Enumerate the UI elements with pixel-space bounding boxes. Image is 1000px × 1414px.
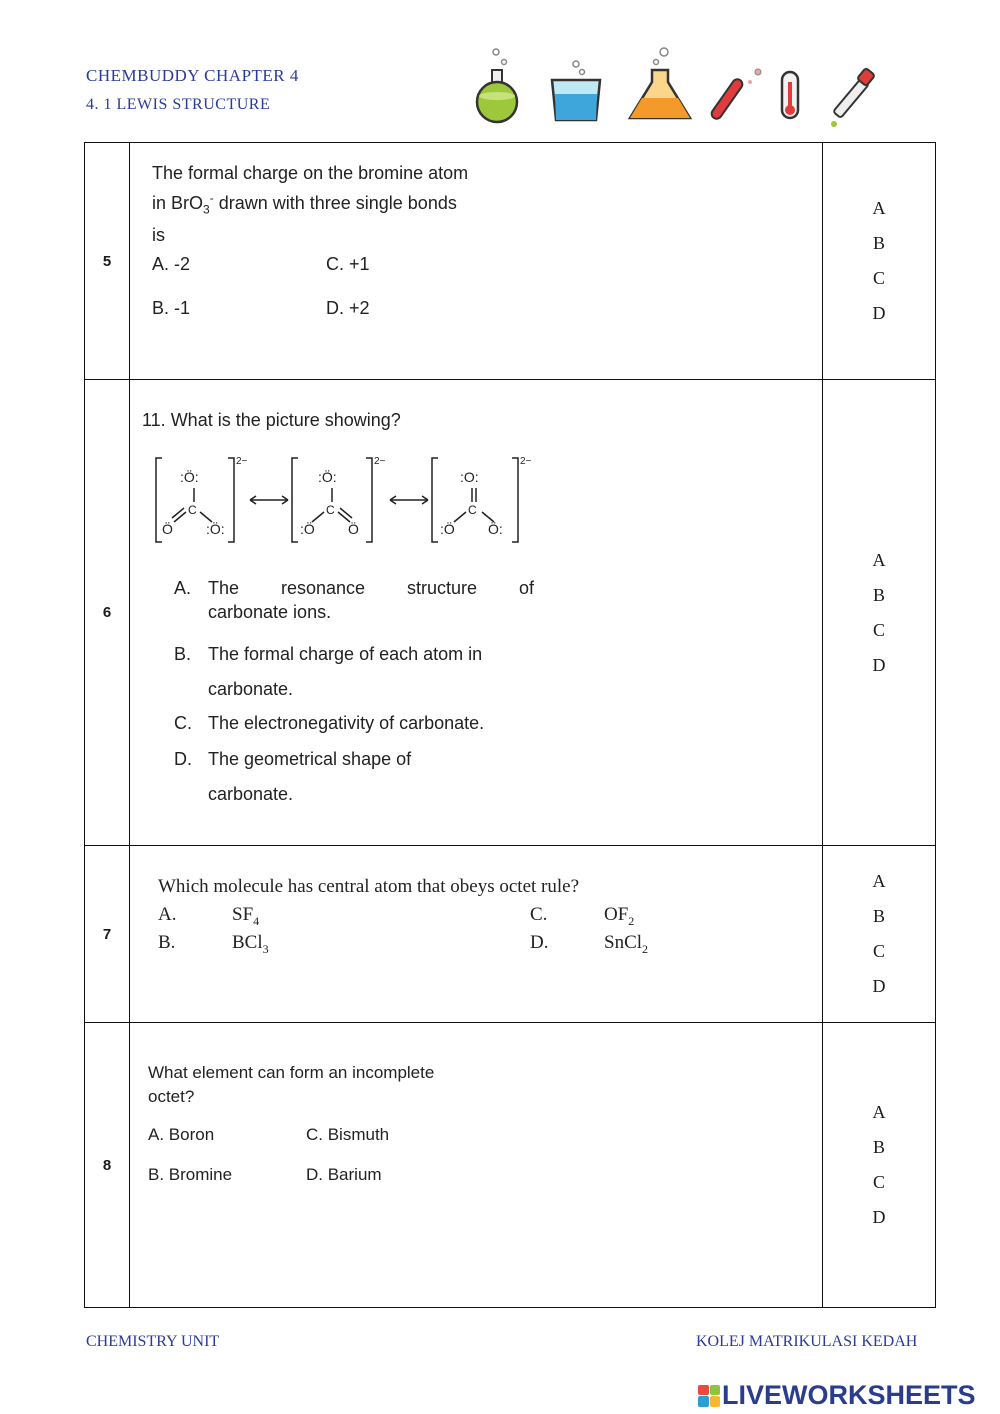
option-c-text: The electronegativity of carbonate. — [208, 713, 485, 733]
question-number: 8 — [85, 1023, 130, 1308]
footer-right: KOLEJ MATRIKULASI KEDAH — [696, 1333, 918, 1350]
option-b: B. -1 — [152, 298, 191, 318]
option-a-label: A. — [158, 904, 177, 925]
question-stem: 11. What is the picture showing? — [142, 410, 401, 430]
answer-d[interactable]: D — [872, 303, 886, 323]
svg-text::Ö:: :Ö: — [180, 469, 199, 485]
question-content — [130, 846, 823, 1023]
question-stem: What element can form an incomplete octet? — [148, 1063, 435, 1106]
svg-text::Ö: :Ö — [440, 521, 455, 537]
watermark-text: LIVEWORKSHEETS — [722, 1380, 976, 1410]
question-number: 5 — [85, 143, 130, 380]
svg-text:C: C — [326, 503, 335, 517]
answer-d[interactable]: D — [872, 654, 886, 675]
dropper-icon — [831, 68, 875, 127]
svg-text::Ö:: :Ö: — [318, 469, 337, 485]
section-title: 4. 1 LEWIS STRUCTURE — [86, 96, 271, 113]
option-c: C. Bismuth — [306, 1125, 390, 1144]
option-d-label: D. — [174, 749, 192, 769]
answer-a[interactable]: A — [872, 198, 886, 218]
svg-text:Ö:: Ö: — [488, 521, 503, 537]
option-b-label: B. — [158, 932, 176, 953]
option-d: D. +2 — [326, 298, 370, 318]
option-d: D. Barium — [306, 1165, 382, 1184]
answer-c[interactable]: C — [872, 619, 885, 640]
svg-text:Ö: Ö — [348, 521, 359, 537]
option-c-label: C. — [174, 713, 192, 733]
liveworksheets-logo-icon — [698, 1385, 720, 1407]
question-row — [85, 143, 936, 380]
option-d-text-cont: carbonate. — [208, 784, 294, 804]
erlenmeyer-flask-icon — [630, 48, 690, 118]
svg-text::O:: :O: — [460, 469, 479, 485]
question-row — [85, 380, 936, 846]
option-a: A. Boron — [148, 1125, 215, 1144]
answer-choices — [823, 143, 936, 380]
round-flask-icon — [477, 49, 517, 122]
carbonate-resonance-diagram — [150, 452, 560, 552]
svg-text:C: C — [188, 503, 197, 517]
questions-table — [84, 142, 936, 1308]
option-d-text: SnCl$_2$ — [604, 932, 649, 956]
question-content — [130, 1023, 823, 1308]
liveworksheets-watermark — [698, 1380, 976, 1411]
answer-choices — [823, 846, 936, 1023]
option-d-text: The geometrical shape of — [208, 749, 412, 769]
svg-text:2−: 2− — [374, 456, 386, 467]
svg-text:Ö: Ö — [162, 521, 173, 537]
footer-left: CHEMISTRY UNIT — [86, 1333, 220, 1350]
svg-text::Ö: :Ö — [300, 521, 315, 537]
svg-text::Ö:: :Ö: — [206, 521, 225, 537]
question-number: 6 — [85, 380, 130, 846]
beaker-icon — [552, 61, 600, 120]
option-b-text: The formal charge of each atom in — [208, 644, 483, 664]
option-c: C. +1 — [326, 254, 370, 274]
answer-b[interactable]: B — [872, 1137, 885, 1157]
option-c-label: C. — [530, 904, 548, 925]
option-b-text-cont: carbonate. — [208, 679, 294, 699]
answer-choices — [823, 1023, 936, 1308]
answer-b[interactable]: B — [872, 906, 885, 926]
option-b: B. Bromine — [148, 1165, 233, 1184]
svg-text:2−: 2− — [520, 456, 532, 467]
option-c-text: $OF_2$ — [604, 904, 635, 928]
option-b-label: B. — [174, 644, 192, 664]
question-number: 7 — [85, 846, 130, 1023]
answer-choices — [823, 380, 936, 846]
option-a: A. -2 — [152, 254, 191, 274]
chapter-title: CHEMBUDDY CHAPTER 4 — [86, 66, 299, 85]
svg-text:C: C — [468, 503, 477, 517]
test-tube-icon — [710, 69, 761, 121]
answer-a[interactable]: A — [872, 871, 886, 891]
answer-a[interactable]: A — [872, 549, 886, 570]
answer-d[interactable]: D — [872, 1207, 886, 1227]
answer-c[interactable]: C — [872, 1172, 885, 1192]
answer-b[interactable]: B — [872, 233, 885, 253]
option-a-text: The resonance structure of — [208, 578, 534, 598]
option-a-text-cont: carbonate ions. — [208, 602, 332, 622]
question-stem: The formal charge on the bromine atom in BrO$_3$- drawn with three single bonds is — [152, 163, 469, 245]
option-d-label: D. — [530, 932, 549, 953]
answer-b[interactable]: B — [872, 584, 885, 605]
answer-a[interactable]: A — [872, 1102, 886, 1122]
svg-text:2−: 2− — [236, 456, 248, 467]
lab-equipment-banner — [468, 42, 908, 132]
question-stem: Which molecule has central atom that obeys octet rule? — [158, 876, 579, 897]
question-content — [130, 380, 823, 846]
option-b-text: BCl$_3$ — [232, 932, 269, 956]
question-row — [85, 846, 936, 1023]
option-a-label: A. — [174, 578, 192, 598]
answer-c[interactable]: C — [872, 941, 885, 961]
question-row — [85, 1023, 936, 1308]
answer-d[interactable]: D — [872, 976, 886, 996]
answer-c[interactable]: C — [872, 268, 885, 288]
option-a-text: $SF_4$ — [232, 904, 260, 928]
question-content — [130, 143, 823, 380]
thermometer-icon — [782, 72, 798, 118]
